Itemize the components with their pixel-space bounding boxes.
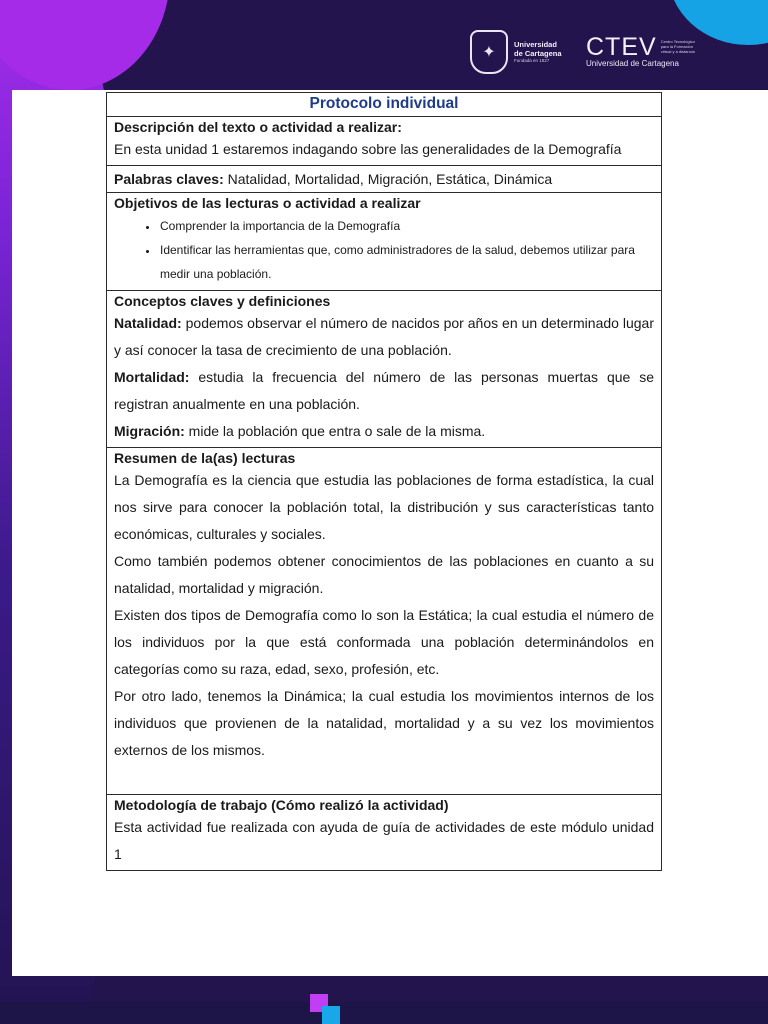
- university-name-line2: de Cartagena: [514, 49, 562, 58]
- background-purple-arc: [0, 0, 170, 90]
- keywords-section: [107, 166, 662, 193]
- summary-paragraph: Como también podemos obtener conocimientos de las poblaciones en cuanto a su natalidad, mortalidad y migración.: [114, 553, 654, 596]
- ctev-subtitle: Universidad de Cartagena: [586, 59, 679, 68]
- document-page: [12, 90, 768, 976]
- university-shield-icon: ✦: [470, 30, 508, 74]
- concepts-section: [107, 291, 662, 448]
- university-founded: Fundada en 1827: [514, 58, 550, 63]
- protocol-table: [106, 92, 662, 871]
- ctev-description: Centro Tecnológico para la Formación virtual y a distancia: [660, 39, 695, 54]
- concept-term: Mortalidad:: [114, 369, 190, 385]
- summary-paragraph: Por otro lado, tenemos la Dinámica; la cual estudia los movimientos internos de los individuos que provienen de la natalidad, mortalidad y a su vez los movimientos externos de los mismos.: [114, 688, 654, 758]
- summary-section: [107, 448, 662, 795]
- concept-item: [114, 418, 654, 445]
- concepts-label: Conceptos claves y definiciones: [114, 293, 331, 309]
- objectives-list: [114, 214, 654, 286]
- methodology-section: [107, 795, 662, 871]
- objective-item: • Identificar las herramientas que, como administradores de la salud, debemos utilizar para medir una población.: [158, 238, 654, 286]
- background-bottom-band: [0, 1002, 768, 1024]
- summary-label: Resumen de la(as) lecturas: [114, 450, 296, 466]
- keywords-text: Natalidad, Mortalidad, Migración, Estática, Dinámica: [223, 171, 553, 187]
- concept-item: [114, 364, 654, 418]
- objectives-section: [107, 193, 662, 291]
- methodology-text: Esta actividad fue realizada con ayuda de guía de actividades de este módulo unidad 1: [114, 819, 654, 862]
- universidad-cartagena-logo: [470, 30, 562, 74]
- description-text: En esta unidad 1 estaremos indagando sobre las generalidades de la Demografía: [114, 141, 622, 157]
- description-section: [107, 117, 662, 166]
- ctev-logo: [586, 33, 703, 68]
- decorative-blue-square: [322, 1006, 340, 1024]
- document-title: Protocolo individual: [107, 93, 662, 117]
- description-label: Descripción del texto o actividad a realizar:: [114, 119, 402, 135]
- concept-term: Migración:: [114, 423, 185, 439]
- keywords-label: Palabras claves:: [114, 171, 224, 187]
- objective-item: • Comprender la importancia de la Demografía: [158, 214, 654, 238]
- summary-paragraph: Existen dos tipos de Demografía como lo son la Estática; la cual estudia el número de los individuos por la que está conformada una población determinándolos en categorías como su raza, edad, sexo, profesión, etc.: [114, 607, 654, 677]
- concept-definition: podemos observar el número de nacidos por años en un determinado lugar y así conocer la tasa de crecimiento de una población.: [114, 315, 654, 358]
- concept-item: [114, 310, 654, 364]
- objectives-label: Objetivos de las lecturas o actividad a realizar: [114, 195, 421, 211]
- university-name-line1: Universidad: [514, 40, 557, 49]
- methodology-label: Metodología de trabajo (Cómo realizó la actividad): [114, 797, 449, 813]
- concept-definition: mide la población que entra o sale de la misma.: [184, 423, 486, 439]
- summary-paragraph: La Demografía es la ciencia que estudia las poblaciones de forma estadística, la cual nos sirve para conocer la población total, la distribución y sus características tanto económicas, culturales y sociales.: [114, 472, 654, 542]
- concept-term: Natalidad:: [114, 315, 182, 331]
- ctev-title: CTEV: [586, 33, 657, 61]
- concept-definition: estudia la frecuencia del número de las personas muertas que se registran anualmente en una población.: [114, 369, 654, 412]
